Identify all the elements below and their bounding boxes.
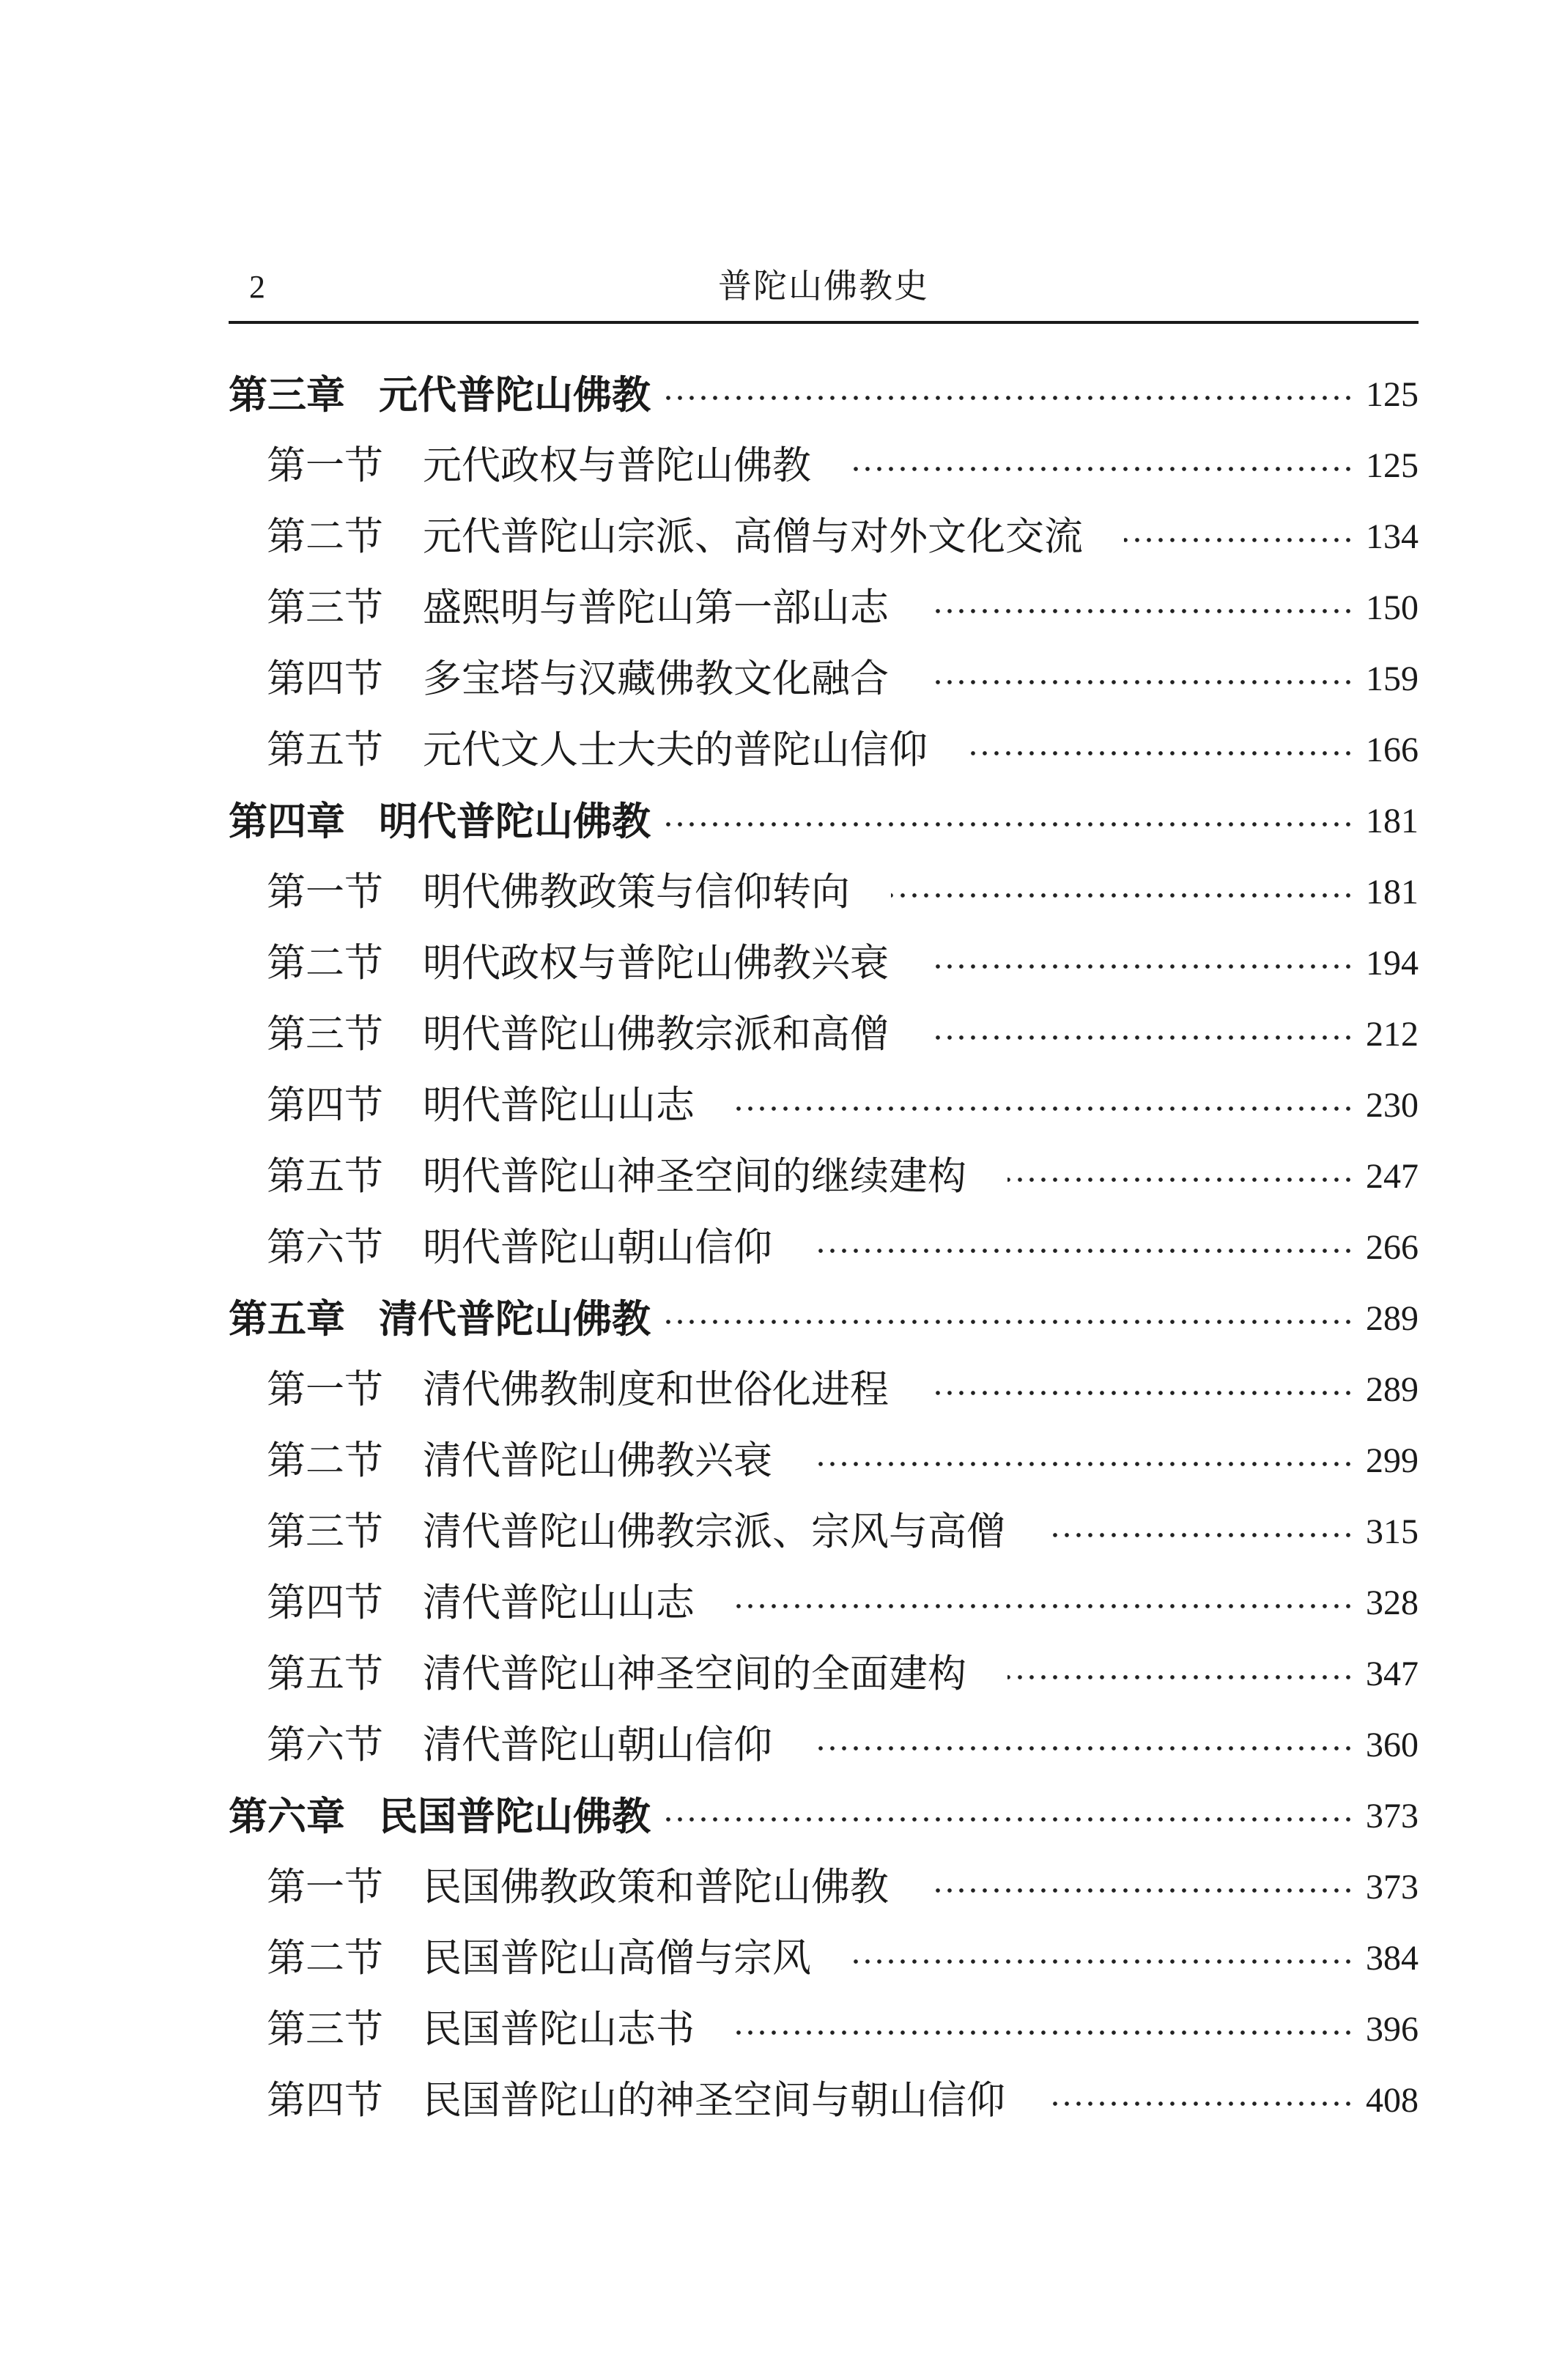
section-title: 清代普陀山佛教宗派、宗风与高僧	[423, 1509, 1005, 1554]
section-label: 第三节	[267, 1509, 383, 1554]
page-reference: 396	[1366, 2009, 1419, 2049]
toc-section-entry	[229, 2065, 1419, 2136]
page-reference: 347	[1366, 1654, 1419, 1693]
section-label: 第二节	[267, 514, 383, 559]
section-title: 清代佛教制度和世俗化进程	[423, 1367, 889, 1412]
toc-section-entry	[229, 1852, 1419, 1923]
dot-leader	[930, 1034, 1354, 1041]
section-title: 清代普陀山佛教兴衰	[423, 1438, 772, 1483]
section-label: 第六节	[267, 1224, 383, 1270]
section-label: 第二节	[267, 1438, 383, 1483]
section-label: 第一节	[267, 443, 383, 488]
dot-leader	[852, 465, 1354, 473]
page-reference: 230	[1366, 1085, 1419, 1125]
page-reference: 181	[1366, 872, 1419, 912]
toc-section-entry	[229, 1354, 1419, 1425]
dot-leader	[930, 963, 1354, 970]
chapter-label: 第六章	[229, 1793, 345, 1839]
section-label: 第五节	[267, 1153, 383, 1199]
section-label: 第四节	[267, 1082, 383, 1128]
dot-leader	[736, 1602, 1354, 1610]
page-reference: 384	[1366, 1938, 1419, 1978]
section-title: 元代政权与普陀山佛教	[423, 443, 811, 488]
toc-chapter-entry	[229, 359, 1419, 430]
header-rule	[229, 321, 1419, 324]
page-reference: 360	[1366, 1725, 1419, 1764]
section-title: 盛熙明与普陀山第一部山志	[423, 585, 889, 630]
dot-leader	[930, 1389, 1354, 1397]
dot-leader	[930, 1887, 1354, 1894]
section-title: 明代佛教政策与信仰转向	[423, 869, 850, 914]
toc-section-entry	[229, 501, 1419, 572]
toc-section-entry	[229, 857, 1419, 928]
page-reference: 125	[1366, 374, 1419, 414]
chapter-title: 元代普陀山佛教	[379, 371, 651, 418]
page-reference: 212	[1366, 1014, 1419, 1054]
section-title: 民国普陀山志书	[423, 2006, 695, 2052]
section-label: 第三节	[267, 2006, 383, 2052]
section-label: 第五节	[267, 1651, 383, 1696]
section-label: 第一节	[267, 869, 383, 914]
dot-leader	[930, 679, 1354, 686]
table-of-contents	[229, 359, 1419, 2136]
section-title: 明代普陀山神圣空间的继续建构	[423, 1153, 966, 1199]
dot-leader	[659, 1816, 1354, 1823]
chapter-label: 第四章	[229, 798, 345, 844]
toc-chapter-entry	[229, 1781, 1419, 1852]
dot-leader	[891, 892, 1354, 899]
toc-section-entry	[229, 1994, 1419, 2065]
section-title: 元代文人士大夫的普陀山信仰	[423, 727, 928, 772]
page-reference: 408	[1366, 2080, 1419, 2120]
section-label: 第四节	[267, 1580, 383, 1625]
dot-leader	[852, 1958, 1354, 1965]
section-label: 第四节	[267, 656, 383, 701]
page-reference: 150	[1366, 588, 1419, 627]
page-reference: 373	[1366, 1796, 1419, 1836]
section-label: 第五节	[267, 727, 383, 772]
dot-leader	[813, 1247, 1354, 1254]
dot-leader	[736, 2029, 1354, 2036]
chapter-title: 民国普陀山佛教	[379, 1793, 651, 1839]
section-title: 清代普陀山朝山信仰	[423, 1722, 772, 1767]
section-title: 明代普陀山佛教宗派和高僧	[423, 1011, 889, 1057]
toc-section-entry	[229, 1425, 1419, 1496]
book-title: 普陀山佛教史	[718, 266, 929, 306]
section-title: 清代普陀山山志	[423, 1580, 695, 1625]
toc-section-entry	[229, 999, 1419, 1070]
section-label: 第二节	[267, 940, 383, 986]
toc-chapter-entry	[229, 1283, 1419, 1354]
section-label: 第六节	[267, 1722, 383, 1767]
dot-leader	[659, 821, 1354, 828]
chapter-label: 第三章	[229, 371, 345, 418]
toc-section-entry	[229, 643, 1419, 714]
dot-leader	[1007, 1176, 1354, 1183]
page-reference: 373	[1366, 1867, 1419, 1907]
section-title: 清代普陀山神圣空间的全面建构	[423, 1651, 966, 1696]
dot-leader	[736, 1105, 1354, 1112]
section-label: 第一节	[267, 1367, 383, 1412]
page-reference: 247	[1366, 1156, 1419, 1196]
section-title: 民国普陀山的神圣空间与朝山信仰	[423, 2077, 1005, 2123]
section-title: 明代政权与普陀山佛教兴衰	[423, 940, 889, 986]
section-title: 明代普陀山山志	[423, 1082, 695, 1128]
toc-chapter-entry	[229, 785, 1419, 857]
page-reference: 159	[1366, 659, 1419, 698]
section-label: 第三节	[267, 1011, 383, 1057]
section-label: 第四节	[267, 2077, 383, 2123]
toc-section-entry	[229, 928, 1419, 999]
page-reference: 166	[1366, 730, 1419, 769]
section-title: 元代普陀山宗派、高僧与对外文化交流	[423, 514, 1083, 559]
toc-section-entry	[229, 1141, 1419, 1212]
running-head	[229, 258, 1419, 317]
dot-leader	[813, 1460, 1354, 1468]
page-number: 2	[249, 269, 265, 305]
page-reference: 266	[1366, 1227, 1419, 1267]
dot-leader	[659, 394, 1354, 402]
dot-leader	[930, 607, 1354, 615]
dot-leader	[1007, 1674, 1354, 1681]
section-title: 民国普陀山高僧与宗风	[423, 1935, 811, 1981]
dot-leader	[969, 750, 1354, 757]
page-reference: 315	[1366, 1512, 1419, 1551]
page-reference: 289	[1366, 1369, 1419, 1409]
toc-section-entry	[229, 1212, 1419, 1283]
toc-section-entry	[229, 1496, 1419, 1567]
chapter-title: 明代普陀山佛教	[379, 798, 651, 844]
chapter-title: 清代普陀山佛教	[379, 1295, 651, 1342]
toc-section-entry	[229, 572, 1419, 643]
dot-leader	[1124, 536, 1354, 544]
page-reference: 134	[1366, 517, 1419, 556]
dot-leader	[1046, 2100, 1354, 2107]
dot-leader	[659, 1318, 1354, 1326]
toc-section-entry	[229, 1709, 1419, 1781]
section-label: 第三节	[267, 585, 383, 630]
page-reference: 181	[1366, 801, 1419, 840]
dot-leader	[813, 1745, 1354, 1752]
section-title: 多宝塔与汉藏佛教文化融合	[423, 656, 889, 701]
page-reference: 328	[1366, 1583, 1419, 1622]
page-reference: 289	[1366, 1298, 1419, 1338]
page-reference: 125	[1366, 446, 1419, 485]
page-reference: 299	[1366, 1441, 1419, 1480]
chapter-label: 第五章	[229, 1295, 345, 1342]
section-title: 民国佛教政策和普陀山佛教	[423, 1864, 889, 1910]
section-title: 明代普陀山朝山信仰	[423, 1224, 772, 1270]
toc-section-entry	[229, 1567, 1419, 1638]
toc-section-entry	[229, 430, 1419, 501]
toc-section-entry	[229, 714, 1419, 785]
dot-leader	[1046, 1531, 1354, 1539]
page-reference: 194	[1366, 943, 1419, 983]
section-label: 第二节	[267, 1935, 383, 1981]
toc-section-entry	[229, 1070, 1419, 1141]
section-label: 第一节	[267, 1864, 383, 1910]
toc-section-entry	[229, 1923, 1419, 1994]
toc-section-entry	[229, 1638, 1419, 1709]
